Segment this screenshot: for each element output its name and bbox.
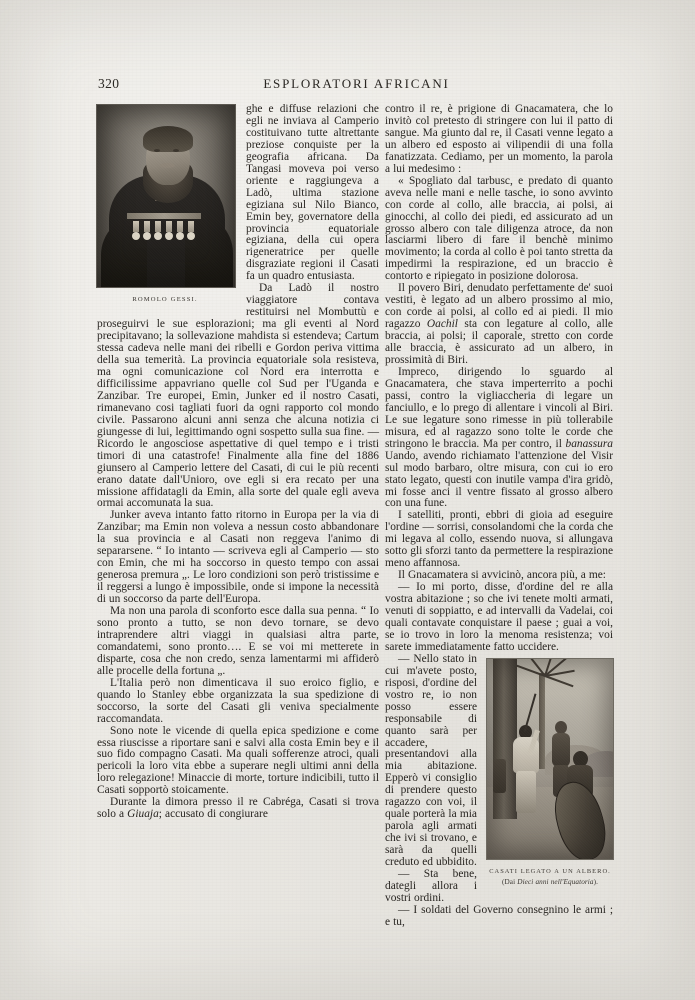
portrait-image-romolo-gessi: [96, 104, 236, 288]
source-suffix: ).: [593, 877, 598, 886]
running-head: [0, 76, 695, 94]
paragraph: Ma non una parola di sconforto esce dalla sua penna. “ Io sono pronto a tutto, se non devo tornare, se devo intraprendere altri viaggi in qualsiasi altra parte, comandatemi, sono pronto…. E se voi mi metterete in disparte, cosa che non credo, senza lamentarmi mi affiderò alle procelle della fortuna „.: [97, 605, 379, 677]
text-column-left: [97, 104, 379, 821]
paragraph: Il Gnacamatera si avvicinò, ancora più, a me:: [398, 569, 606, 582]
engraving-caption-source: [486, 878, 614, 888]
paragraph: Il povero Biri, denudato perfettamente de' suoi vestiti, è legato ad un albero prossimo al mio, con corde ai polsi, al collo ed ai piedi. Il mio ragazzo Oachil sta con legature al collo, alle braccia, ai polsi; il caporale, stretto con corde alle braccia, è assicurato ad un albero, in prossimità di Biri.: [385, 282, 613, 367]
paragraph: — Nello stato in cui m'avete posto, risposi, d'ordine del vostro re, io non posso essere responsabile di quanto sarà per accadere, presentandovi alla mia abitazione. Epperò vi consiglio di prendere questo ragazzo con voi, il quale porterà la mia parola agli armati che ivi si trovano, e sarà da quelli creduto ed ubbidito.: [385, 652, 477, 869]
paragraph: — I soldati del Governo consegnino le armi ; e tu,: [385, 903, 613, 928]
paragraph: Sono note le vicende di quella epica spedizione e come essa riuscisse a riportare sani e salvi alla costa Emin bey e il suo fido compagno Casati. Ma quali sofferenze atroci, quali pericoli la loro vita ebbe a superare negli ultimi anni della loro relegazione! Minaccie di morte, torture indicibili, tutto il Casati sopportò stoicamente.: [97, 724, 379, 797]
paragraph: ghe e diffuse relazioni che egli ne inviava al Camperio costituivano tutte altrettante preziose conquiste per la geografia africana. Da Tangasi moveva poi verso oriente e raggiungeva a Ladò, ultima stazione egiziana sul Nilo Bianco, Emin bey, governatore della provincia equatoriale egiziana, della cui opera rigeneratrice per quelle disgraziate regioni il Casati fa un quadro entusiasta.: [246, 103, 379, 283]
paragraph: Junker aveva intanto fatto ritorno in Europa per la via di Zanzibar; ma Emin non voleva a nessun costo abbandonare la sua provincia e al Casati non reggeva l'animo di separarsene. “ Io intanto — scriveva egli al Camperio — sto con Emin, che mi ha soccorso in questo tempo con assai generosa premura „. Le loro condizioni son però tristissime e il reggersi a lungo è impossibile, onde si impone la necessità di un soccorso da parte dell'Europa.: [97, 509, 379, 606]
figure-engraving: [486, 658, 614, 888]
paragraph: Durante la dimora presso il re Cabréga, Casati si trova solo a Giuaja; accusato di congiurare: [97, 796, 379, 821]
engraving-caption: [486, 867, 614, 888]
text-column-right: [385, 104, 613, 929]
paragraph: I satelliti, pronti, ebbri di gioia ad eseguire l'ordine — sorrisi, consolandomi che la corda che mi legava al collo, essendo nuova, si allungava sotto gli sforzi tanto da permettere la respirazione meno affannosa.: [385, 509, 613, 570]
source-prefix: (Dai: [502, 877, 518, 886]
source-title: Dieci anni nell'Equatoria: [517, 877, 594, 886]
running-head-title: ESPLORATORI AFRICANI: [263, 76, 450, 91]
engraving-caption-title: CASATI LEGATO A UN ALBERO.: [489, 867, 611, 875]
paragraph: Da Ladò il nostro viaggiatore contava restituirsi nel Mombuttù e proseguirvi le sue esplorazioni; ma gli eventi al Nord precipitavano; la sollevazione mahdista si estendeva; Cartum stessa cadeva nelle mani dei ribelli e Gordon periva vittima della sua temerità. La provincia equatoriale sola resisteva, ma ogni comunicazione col Nord era interrotta e difficilissime appavriano quelle col Sud per l'Uganda e Zanzibar. Tre europei, Emin, Junker ed il nostro Casati, rimanevano cosi tagliati fuori da ogni rapporto col mondo civile. Passarono alcuni anni senza che alcuna notizia ci giungesse di lui, legittimando ogni sospetto sulla sua fine. — Ricordo le angosciose aspettative di quel tempo e i tristi timori di una catastrofe! Finalmente alla fine del 1886 giunsero al Camperio lettere del Casati, di cui le più recenti erano datate dall'Unioro, ove egli si era recato per una missione affidatagli da Emin, alla sorte del quale egli aveva ormai accomunata la sua.: [97, 282, 379, 510]
figure-portrait: [96, 104, 236, 306]
portrait-caption: ROMOLO GESSI.: [132, 296, 198, 303]
engraving-image-casati-tied-to-tree: [486, 658, 614, 860]
paragraph: — Sta bene, dategli allora i vostri ordini.: [385, 868, 477, 904]
paragraph: contro il re, è prigione di Gnacamatera, che lo invitò col pretesto di stringere con lui il patto di sangue. Ma giunto dal re, il Casati venne legato a un albero ed esposto ai vilipendii di una folla fanatizzata. Cediamo, per un momento, la parola a lui medesimo :: [385, 103, 613, 175]
paragraph: — Io mi porto, disse, d'ordine del re alla vostra abitazione ; so che ivi tenete molti armati, venuti di soppiatto, e ad intervalli da Vadelai, coi quali contavate conquistare il paese ; guai a voi, se io trovo in loro la menoma resistenza; voi sarete immediatamente fatto uccidere.: [385, 581, 613, 653]
paragraph: Impreco, dirigendo lo sguardo al Gnacamatera, che stava imperterrito a pochi passi, contro la vigliaccheria di legare un fanciullo, e lo prego di allentare i vincoli al Biri. Le sue legature sono rimesse in più tollerabile misura, ed al ragazzo sono tolte le corde che stringono le braccia. Ma per contro, il banassura Uando, avendo richiamato l'attenzione del Visir sul modo barbaro, oltre misura, con cui io ero stato legato, questi con inutile vampa d'ira gridò, mi fosse anci il ventre fissato al grosso albero con una fune.: [385, 365, 613, 510]
paragraph: « Spogliato dal tarbusc, e predato di quanto aveva nelle mani e nelle tasche, io sono avvinto con corde al collo, alle braccia, ai polsi, ai ginocchi, al collo dei piedi, ed assicurato ad un grosso albero con tale diligenza atroce, da non lasciarmi libero di fare il benchè minimo movimento; la corda al collo è poi tanto stretta da impedirmi la respirazione, ed un braccio è contorto e ripiegato in posizione dolorosa.: [385, 174, 613, 283]
page-folio-number: 320: [98, 76, 120, 91]
paragraph: L'Italia però non dimenticava il suo eroico figlio, e quando lo Stanley ebbe organizzata la sua spedizione di soccorso, la sorte del Casati gli veniva specialmente raccomandata.: [97, 676, 379, 725]
